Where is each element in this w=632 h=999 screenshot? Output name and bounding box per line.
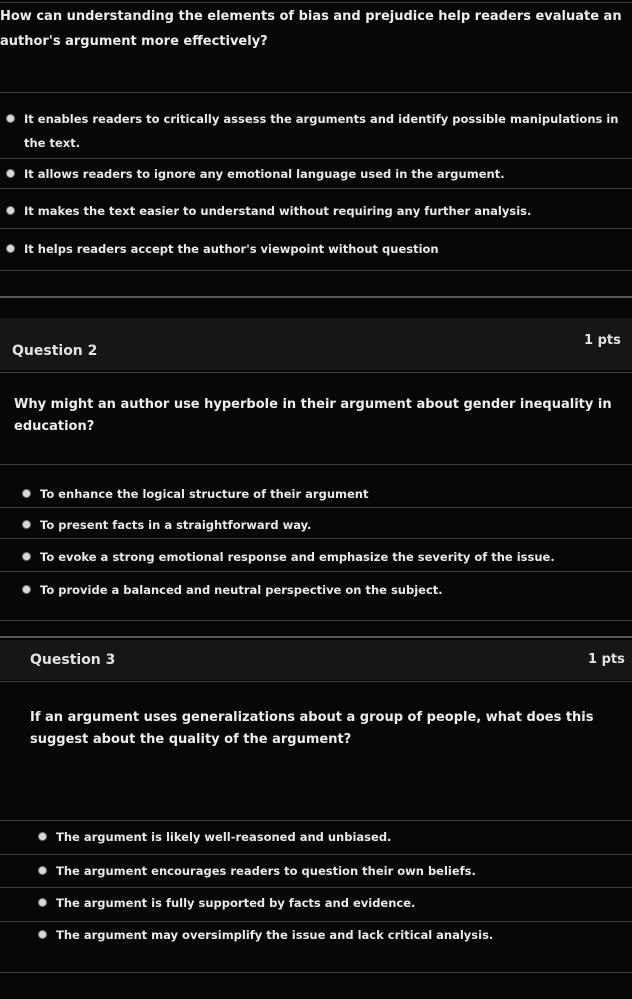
- q3-header: [0, 640, 632, 680]
- divider: [0, 2, 632, 3]
- radio-button[interactable]: [38, 898, 47, 907]
- q3-option-3-label: The argument is fully supported by facts and evidence.: [56, 896, 416, 910]
- radio-button[interactable]: [6, 169, 15, 178]
- divider: [0, 820, 632, 821]
- divider: [0, 887, 632, 888]
- q2-points: 1 pts: [584, 333, 621, 348]
- radio-button[interactable]: [22, 585, 31, 594]
- divider: [0, 270, 632, 271]
- divider: [0, 854, 632, 855]
- q2-prompt: Why might an author use hyperbole in their argument about gender inequality in education?: [14, 397, 612, 434]
- divider: [0, 571, 632, 572]
- q1-option-1-label: It enables readers to critically assess the arguments and identify possible manipulations in the text.: [24, 112, 619, 150]
- divider: [0, 92, 632, 93]
- divider: [0, 464, 632, 465]
- radio-button[interactable]: [38, 866, 47, 875]
- radio-button[interactable]: [22, 520, 31, 529]
- divider: [0, 538, 632, 539]
- radio-button[interactable]: [22, 489, 31, 498]
- q3-option-4-label: The argument may oversimplify the issue and lack critical analysis.: [56, 928, 494, 942]
- radio-button[interactable]: [22, 552, 31, 561]
- divider: [0, 228, 632, 229]
- q1-option-4-label: It helps readers accept the author's viewpoint without question: [24, 242, 439, 256]
- divider: [0, 921, 632, 922]
- radio-button[interactable]: [38, 930, 47, 939]
- divider: [0, 158, 632, 159]
- q1-option-2-label: It allows readers to ignore any emotional language used in the argument.: [24, 167, 505, 181]
- divider: [0, 507, 632, 508]
- q3-points: 1 pts: [588, 652, 625, 667]
- q3-prompt: If an argument uses generalizations about a group of people, what does this suggest about the quality of the argument?: [30, 710, 594, 747]
- divider: [0, 681, 632, 682]
- radio-button[interactable]: [6, 244, 15, 253]
- q3-option-1-label: The argument is likely well-reasoned and unbiased.: [56, 830, 392, 844]
- radio-button[interactable]: [6, 114, 15, 123]
- section-divider: [0, 636, 632, 638]
- radio-button[interactable]: [6, 206, 15, 215]
- q3-option-2-label: The argument encourages readers to question their own beliefs.: [56, 864, 476, 878]
- q2-option-2-label: To present facts in a straightforward way.: [40, 518, 312, 532]
- q2-header: [0, 318, 632, 370]
- divider: [0, 372, 632, 373]
- q2-option-3-label: To evoke a strong emotional response and emphasize the severity of the issue.: [40, 550, 555, 564]
- divider: [0, 620, 632, 621]
- q2-option-4-label: To provide a balanced and neutral perspective on the subject.: [40, 583, 443, 597]
- section-divider: [0, 296, 632, 298]
- q3-title: Question 3: [30, 652, 116, 668]
- q1-option-3-label: It makes the text easier to understand without requiring any further analysis.: [24, 204, 532, 218]
- q2-title: Question 2: [12, 343, 98, 359]
- divider: [0, 188, 632, 189]
- divider: [0, 972, 632, 973]
- radio-button[interactable]: [38, 832, 47, 841]
- q2-option-1-label: To enhance the logical structure of their argument: [40, 487, 369, 501]
- q1-prompt: How can understanding the elements of bias and prejudice help readers evaluate an author's argument more effectively?: [0, 9, 622, 49]
